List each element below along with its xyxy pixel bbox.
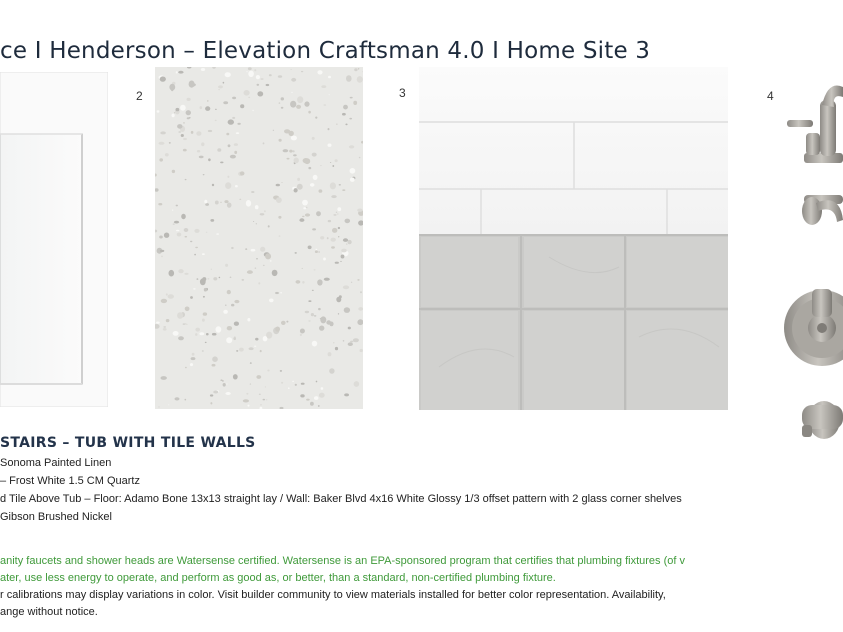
watersense-note-line-1: anity faucets and shower heads are Watersense certified. Watersense is an EPA-sponsored program that certifies that plumbing fixtures (of v xyxy=(0,555,685,567)
fixture-spec-line: Gibson Brushed Nickel xyxy=(0,511,112,523)
quartz-texture xyxy=(155,67,363,409)
item-number-4: 4 xyxy=(767,89,774,103)
valve-trim-icon xyxy=(784,289,843,366)
disclaimer-line-1: r calibrations may display variations in color. Visit builder community to view materials installed for better color representation. Availability, xyxy=(0,589,666,601)
cabinet-spec-line: Sonoma Painted Linen xyxy=(0,457,112,469)
tile-spec-line: d Tile Above Tub – Floor: Adamo Bone 13x13 straight lay / Wall: Baker Blvd 4x16 White Glossy 1/3 offset pattern with 2 glass corner shelves xyxy=(0,493,682,505)
vanity-faucet-icon xyxy=(787,85,843,163)
tile-swatch xyxy=(419,67,728,410)
cabinet-door-swatch xyxy=(0,72,108,407)
disclaimer-line-2: ange without notice. xyxy=(0,606,98,618)
watersense-note-line-2: ater, use less energy to operate, and perform as good as, or better, than a standard, non-certified plumbing fixture. xyxy=(0,572,556,584)
faucet-fixtures xyxy=(782,75,843,440)
item-number-3: 3 xyxy=(399,86,406,100)
cabinet-door-image xyxy=(0,72,108,407)
countertop-spec-line: – Frost White 1.5 CM Quartz xyxy=(0,475,140,487)
brushed-nickel-fixtures-image xyxy=(782,75,843,440)
page-title: ce I Henderson – Elevation Craftsman 4.0 I Home Site 3 xyxy=(0,38,651,64)
item-number-2: 2 xyxy=(136,89,143,103)
shower-head-icon xyxy=(802,195,843,225)
tile-image xyxy=(419,67,728,410)
quartz-swatch xyxy=(155,67,363,409)
section-heading: STAIRS – TUB WITH TILE WALLS xyxy=(0,435,256,451)
tub-spout-icon xyxy=(802,401,843,439)
